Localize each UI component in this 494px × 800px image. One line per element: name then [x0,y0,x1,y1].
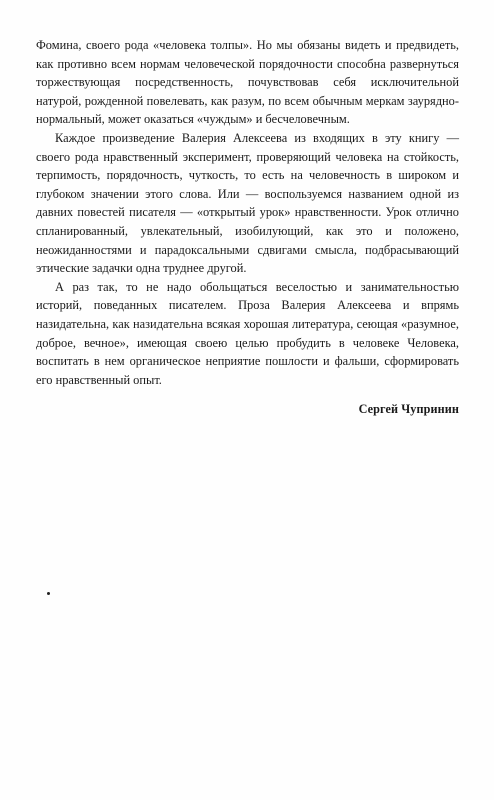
paragraph-2: Каждое произведение Валерия Алексеева из входящих в эту книгу — своего рода нравственный эксперимент, проверяющий человека на стойкость, терпимость, порядочность, чуткость, то есть на человечность в широком и глубоком значении этого слова. Или — воспользуемся названием одной из давних повестей писателя — «открытый урок» нравственности. Урок отлично спланированный, увлекательный, изобилующий, как это и положено, неожиданностями и парадоксальными сдвигами смысла, подбрасывающий этические задачки одна труднее другой. [36,130,459,276]
body-text [36,36,459,419]
print-speck [47,592,50,595]
paragraph-3: А раз так, то не надо обольщаться веселостью и занимательностью историй, поведанных писателем. Проза Валерия Алексеева и впрямь назидательна, как назидательна всякая хорошая литература, сеющая «разумное, доброе, вечное», имеющая своею целью пробудить в человеке Человека, воспитать в нем органическое неприятие пошлости и фальши, сформировать его нравственный опыт. [36,279,459,387]
author-signature: Сергей Чупринин [358,402,459,417]
paragraph-1: Фомина, своего рода «человека толпы». Но мы обязаны видеть и предвидеть, как противно всем нормам человеческой порядочности способна развернуться торжествующая посредственность, почувствовав себя исключительной натурой, рожденной повелевать, как разум, по всем обычным меркам заурядно-нормальный, может оказаться «чуждым» и бесчеловечным. [36,38,459,127]
